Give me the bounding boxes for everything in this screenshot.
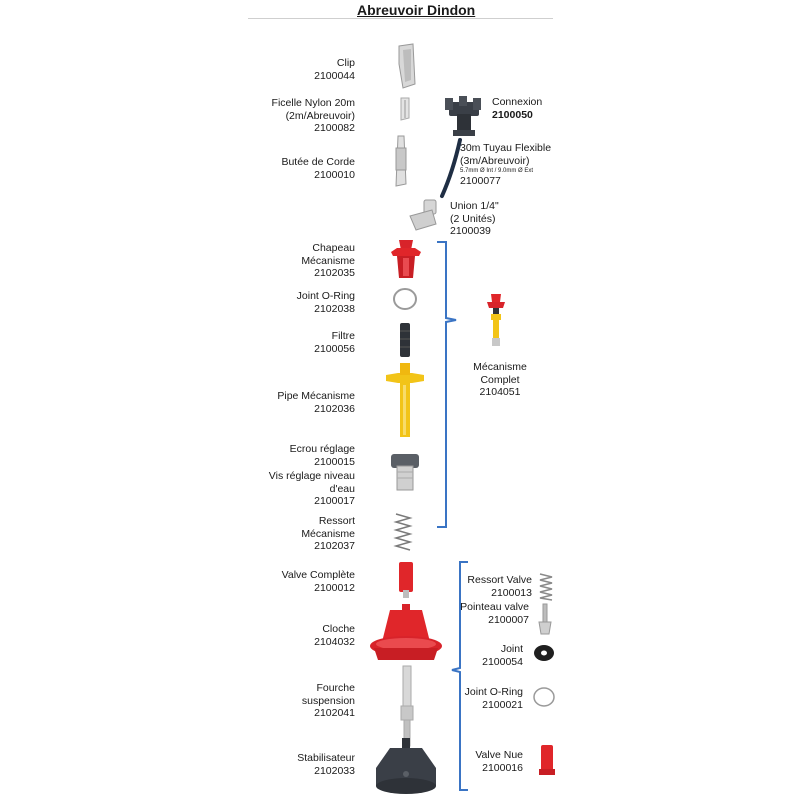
label-butee: Butée de Corde 2100010 <box>281 156 355 181</box>
pointeau-image <box>537 602 553 636</box>
label-pointeau: Pointeau valve 2100007 <box>460 601 529 626</box>
label-chapeau: Chapeau Mécanisme 2102035 <box>301 242 355 279</box>
label-clip: Clip 2100044 <box>314 57 355 82</box>
chapeau-image <box>389 238 423 284</box>
joint-image <box>532 643 556 663</box>
label-connexion: Connexion 2100050 <box>492 96 543 121</box>
clip-image <box>395 44 419 90</box>
label-joint: Joint 2100054 <box>482 643 523 668</box>
page-title: Abreuvoir Dindon <box>357 2 476 18</box>
label-ressort-meca: Ressort Mécanisme 2102037 <box>301 515 355 552</box>
label-tuyau: 30m Tuyau Flexible (3m/Abreuvoir) 5.7mm Ø Int / 9.0mm Ø Ext 2100077 <box>460 142 552 187</box>
union-image <box>406 198 442 234</box>
label-vis: Vis réglage niveau d'eau 2100017 <box>268 470 355 507</box>
label-pipe: Pipe Mécanisme 2102036 <box>277 390 355 415</box>
connexion-image <box>443 96 485 140</box>
valve-nue-image <box>537 743 557 779</box>
joint-oring-image <box>392 286 418 312</box>
mecanisme-complet-image <box>485 292 507 350</box>
label-ficelle: Ficelle Nylon 20m (2m/Abreuvoir) 2100082 <box>271 97 355 134</box>
tuyau-image <box>438 138 464 200</box>
butee-image <box>390 134 412 190</box>
label-stabilisateur: Stabilisateur 2102033 <box>297 752 355 777</box>
label-mecanisme-complet: Mécanisme Complet 2104051 <box>473 361 527 398</box>
label-valve-nue: Valve Nue 2100016 <box>475 749 523 774</box>
valve-complete-image <box>396 560 416 600</box>
ecrou-image <box>389 452 421 494</box>
label-union: Union 1/4" (2 Unités) 2100039 <box>450 200 499 237</box>
label-ressort-valve: Ressort Valve 2100013 <box>467 574 532 599</box>
joint-oring2-image <box>532 686 556 708</box>
ressort-valve-image <box>538 572 554 602</box>
stabilisateur-image <box>372 738 440 798</box>
label-valve-complete: Valve Complète 2100012 <box>281 569 355 594</box>
fourche-image <box>396 664 418 748</box>
ficelle-image <box>397 96 413 122</box>
cloche-image <box>368 602 444 666</box>
label-ecrou: Ecrou réglage 2100015 <box>289 443 355 468</box>
label-joint-oring2: Joint O-Ring 2100021 <box>464 686 523 711</box>
pipe-image <box>384 363 426 439</box>
ressort-meca-image <box>393 512 413 552</box>
filtre-image <box>397 321 413 361</box>
label-filtre: Filtre 2100056 <box>314 330 355 355</box>
label-fourche: Fourche suspension 2102041 <box>301 682 355 719</box>
label-cloche: Cloche 2104032 <box>314 623 355 648</box>
label-joint-oring: Joint O-Ring 2102038 <box>296 290 355 315</box>
